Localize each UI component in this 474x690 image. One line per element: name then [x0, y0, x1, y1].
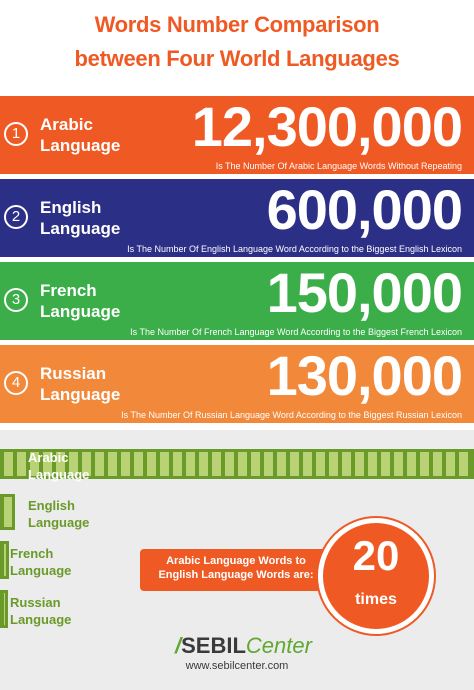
band-french [0, 262, 474, 340]
language-name [40, 197, 120, 239]
band-arabic [0, 96, 474, 174]
bar-french [0, 541, 9, 579]
word-count-description: Is The Number Of English Language Word According to the Biggest English Lexicon [127, 244, 462, 254]
bar-label-line2: Language [28, 467, 90, 482]
bar-label-line1: English [28, 498, 75, 513]
language-name-line2: Language [40, 385, 121, 404]
ratio-callout-text [146, 554, 326, 582]
bar-label-line1: French [10, 546, 54, 561]
word-count: 130,000 [266, 344, 462, 407]
language-name-line2: Language [40, 302, 121, 321]
ratio-text-line2: English Language Words are: [158, 569, 314, 581]
language-name-line2: Language [40, 219, 121, 238]
bar-label-line1: Russian [10, 595, 61, 610]
row-number-badge: 1 [4, 122, 28, 146]
word-count-description: Is The Number Of Russian Language Word According to the Biggest Russian Lexicon [121, 410, 462, 420]
band-russian [0, 345, 474, 423]
bar-label-french [10, 545, 71, 579]
language-name [40, 363, 120, 405]
bar-english [0, 494, 15, 530]
header [0, 0, 474, 92]
language-name [40, 114, 120, 156]
row-number-badge: 3 [4, 288, 28, 312]
language-name-line1: Russian [40, 364, 107, 383]
logo-name: SEBIL [181, 633, 246, 658]
logo-slash-icon: / [175, 633, 182, 658]
ratio-text-line1: Arabic Language Words to [166, 555, 306, 567]
ratio-unit: times [355, 591, 397, 608]
language-name-line1: French [40, 281, 97, 300]
language-name-line2: Language [40, 136, 121, 155]
bar-label-line1: Arabic [28, 450, 69, 465]
language-name-line1: Arabic [40, 115, 93, 134]
sebil-logo [175, 633, 312, 659]
title-line-1: Words Number Comparison [94, 12, 380, 37]
row-number-badge: 4 [4, 371, 28, 395]
ratio-number: 20 [352, 532, 400, 579]
language-name-line1: English [40, 198, 102, 217]
logo-suffix: Center [245, 633, 312, 658]
word-count: 600,000 [266, 178, 462, 241]
band-english [0, 179, 474, 257]
bar-label-line2: Language [28, 515, 90, 530]
word-count: 12,300,000 [191, 95, 462, 158]
bar-label-arabic [28, 449, 89, 483]
bar-label-line2: Language [10, 612, 72, 627]
row-number-badge: 2 [4, 205, 28, 229]
word-count: 150,000 [266, 261, 462, 324]
bar-label-line2: Language [10, 563, 72, 578]
language-name [40, 280, 120, 322]
title-line-2: between Four World Languages [74, 46, 400, 71]
bar-label-english [28, 497, 89, 531]
word-count-description: Is The Number Of French Language Word According to the Biggest French Lexicon [130, 327, 462, 337]
bar-label-russian [10, 594, 71, 628]
website-url[interactable]: www.sebilcenter.com [185, 660, 289, 672]
word-count-description: Is The Number Of Arabic Language Words Without Repeating [215, 161, 462, 171]
bar-russian [0, 590, 8, 628]
